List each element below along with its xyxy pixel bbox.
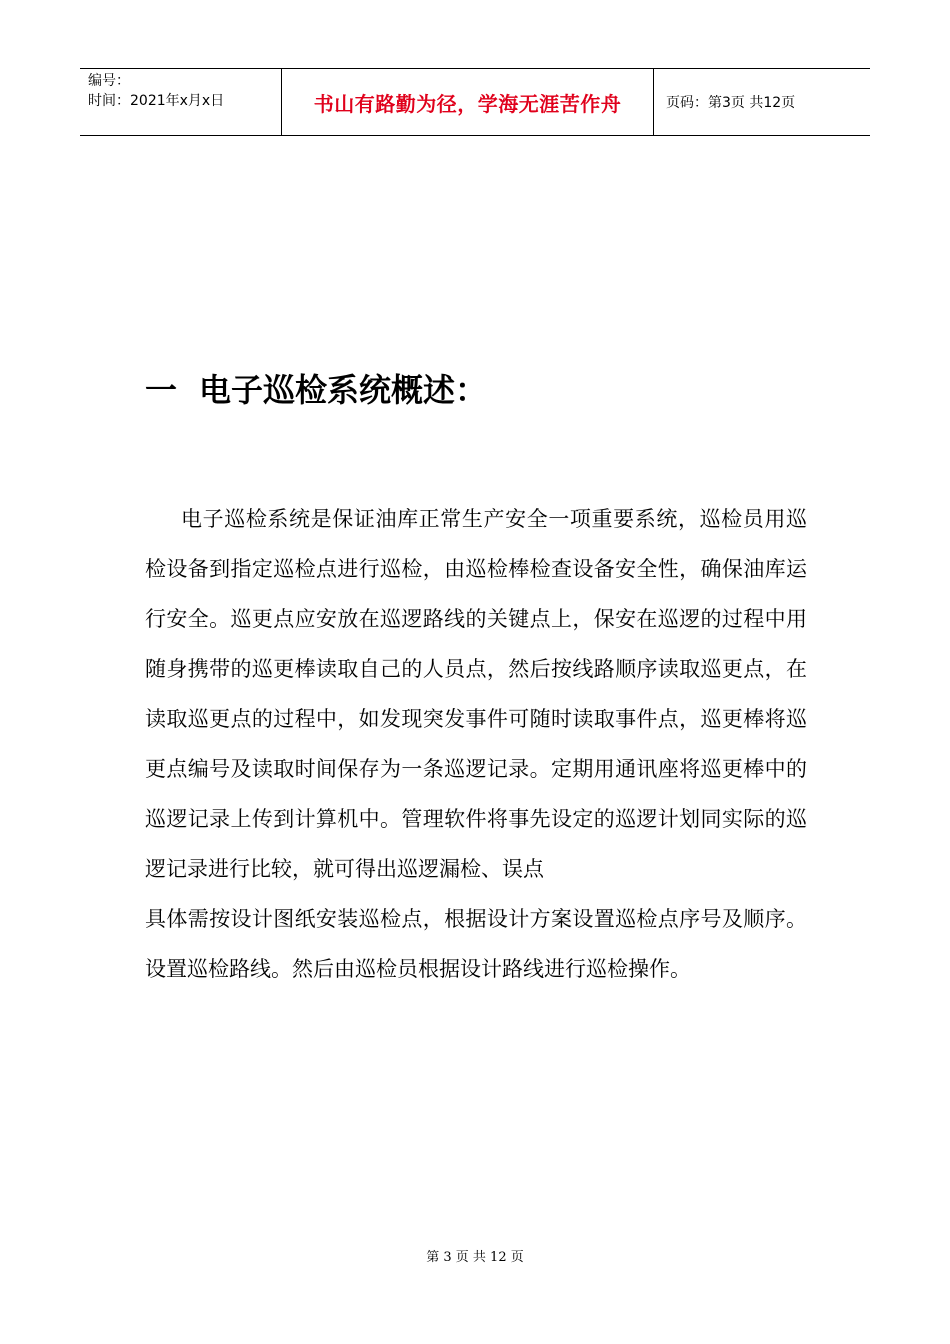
paragraph: 电子巡检系统是保证油库正常生产安全一项重要系统，巡检员用巡检设备到指定巡检点进行巡检，由巡检棒检查设备安全性，确保油库运行安全。巡更点应安放在巡逻路线的关键点上，保安在巡逻的过程中用随身携带的巡更棒读取自己的人员点，然后按线路顺序读取巡更点，在读取巡更点的过程中，如发现突发事件可随时读取事件点，巡更棒将巡更点编号及读取时间保存为一条巡逻记录。定期用通讯座将巡更棒中的巡逻记录上传到计算机中。管理软件将事先设定的巡逻计划同实际的巡逻记录进行比较，就可得出巡逻漏检、误点 — [145, 507, 807, 881]
page-footer: 第 3 页 共 12 页 — [426, 1250, 524, 1265]
paragraph: 具体需按设计图纸安装巡检点，根据设计方案设置巡检点序号及顺序。设置巡检路线。然后由巡检员根据设计路线进行巡检操作。 — [145, 907, 807, 981]
header-page-cell — [654, 69, 870, 135]
page-header — [80, 68, 870, 136]
document-time-label: 时间：2021年x月x日 — [88, 93, 225, 109]
document-number-label: 编号： — [88, 73, 130, 89]
header-motto: 书山有路勤为径，学海无涯苦作舟 — [313, 91, 622, 116]
header-meta-cell — [80, 69, 282, 135]
header-motto-cell — [282, 69, 654, 135]
header-page-info: 页码：第3页 共12页 — [666, 95, 796, 111]
body-text — [145, 494, 807, 994]
section-heading — [145, 362, 487, 418]
section-number: 一 — [145, 371, 178, 409]
section-title: 电子巡检系统概述： — [199, 371, 488, 409]
